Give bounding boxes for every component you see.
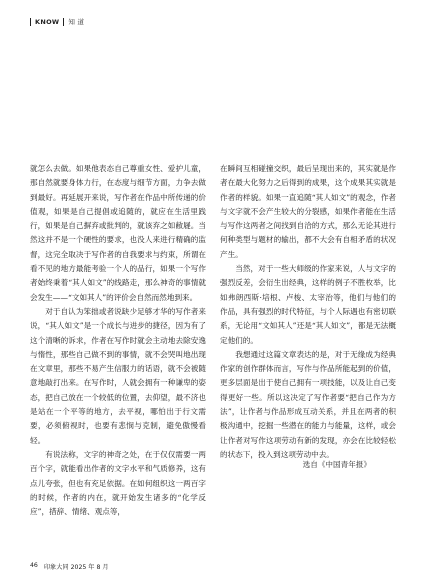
source-attribution: 选自《中国青年报》: [302, 460, 371, 469]
paragraph: 对于自认为笨拙或者说缺少足够才华的写作者来说，“其人如文”是一个成长与进步的捷径，因为有了这个清晰的诉求，作者在写作时就会主动地去除安逸与惰性，那些自己做不到的事情，就不会哭叫地出现在文章里，那些不易产生信服力的话语，就不会被随意地敲打出来。在写作时，人就会拥有一种谦卑的姿态，把自己放在一个较低的位置，去仰望，最不济也是站在一个平等的地方，去平视，哪怕出于行文需要，必须俯视时，也要有悲悯与克制，避免傲慢看轻。: [30, 306, 206, 445]
paragraph: 当然，对于一些大师级的作家来说，人与文字的强烈反差，会衍生出经典，这样的例子不胜枚举，比如弗朗西斯·培根、卢梭、太宰治等，他们与他们的作品，具有强烈的时代特征，与个人际遇也有密切联系，无论用“文如其人”还是“其人如文”，都是无法概定他们的。: [220, 264, 396, 345]
section-label-cn: 知 道: [68, 18, 85, 26]
right-column: [220, 162, 396, 462]
section-label-en: KNOW: [35, 17, 60, 26]
header-divider: [30, 18, 31, 26]
paragraph: 在瞬间互相碰撞交织，最后呈现出来的，其实就是作者在最大化努力之后得到的成果，这个成果其实就是作者的样貌。如果一直追随“其人如文”的观念，作者与文字就不会产生较大的分裂感，如果作者能在生活与写作这两者之间找到自洽的方式，那么无论其进行何种类型与题材的输出，都不大会有自相矛盾的状况产生。: [220, 164, 396, 259]
paragraph: 就怎么去做。如果他表态自己尊重女性、爱护儿童，那自然就要身体力行，在态度与细节方面，力争去做到最好。再延展开来说，写作者在作品中所传递的价值观，如果是自己提倡或追随的，就应在生活里践行，如果是自己摒弃或批判的，就该弃之如敝屣。当然这并不是一个硬性的要求，也没人来进行精确的监督，这完全取决于写作者的自我要求与约束，所谓在看不见的地方最能考验一个人的品行，如果一个写作者始终秉着“其人如文”的线路走，那么神奇的事情就会发生——“文如其人”的评价会自然而然地到来。: [30, 164, 206, 302]
page-number: 46: [30, 562, 38, 569]
page-footer: [30, 562, 109, 571]
paragraph: 我想通过这篇文章表达的是，对于无缘成为经典作家的创作群体而言，写作与作品所能起到的价值，更多层面是出于使自己拥有一项技能，以及让自己变得更好一些。所以这决定了写作者要“把自己作为方法”，让作者与作品形成互动关系，并且在两者的积极沟通中，挖掘一些潜在的能力与能量，这样，或会让作者对写作这项劳动有新的发现，亦会在比较轻松的状态下，投入到这项劳动中去。: [220, 349, 396, 459]
publication-info: 印象大同 2025 年 8 月: [43, 564, 109, 571]
paragraph: 有说法称，文字的神奇之处，在于仅仅需要一两百个字，就能看出作者的文字水平和气质修养，这有点儿夸张，但也有充足依据。在如何组织这一两百字的时候，作者的内在，就开始发生诸多的“化学反应”，措辞、情绪、观点等，: [30, 449, 206, 517]
left-column: [30, 162, 206, 519]
header-divider: [63, 18, 64, 26]
running-header: [30, 17, 84, 26]
